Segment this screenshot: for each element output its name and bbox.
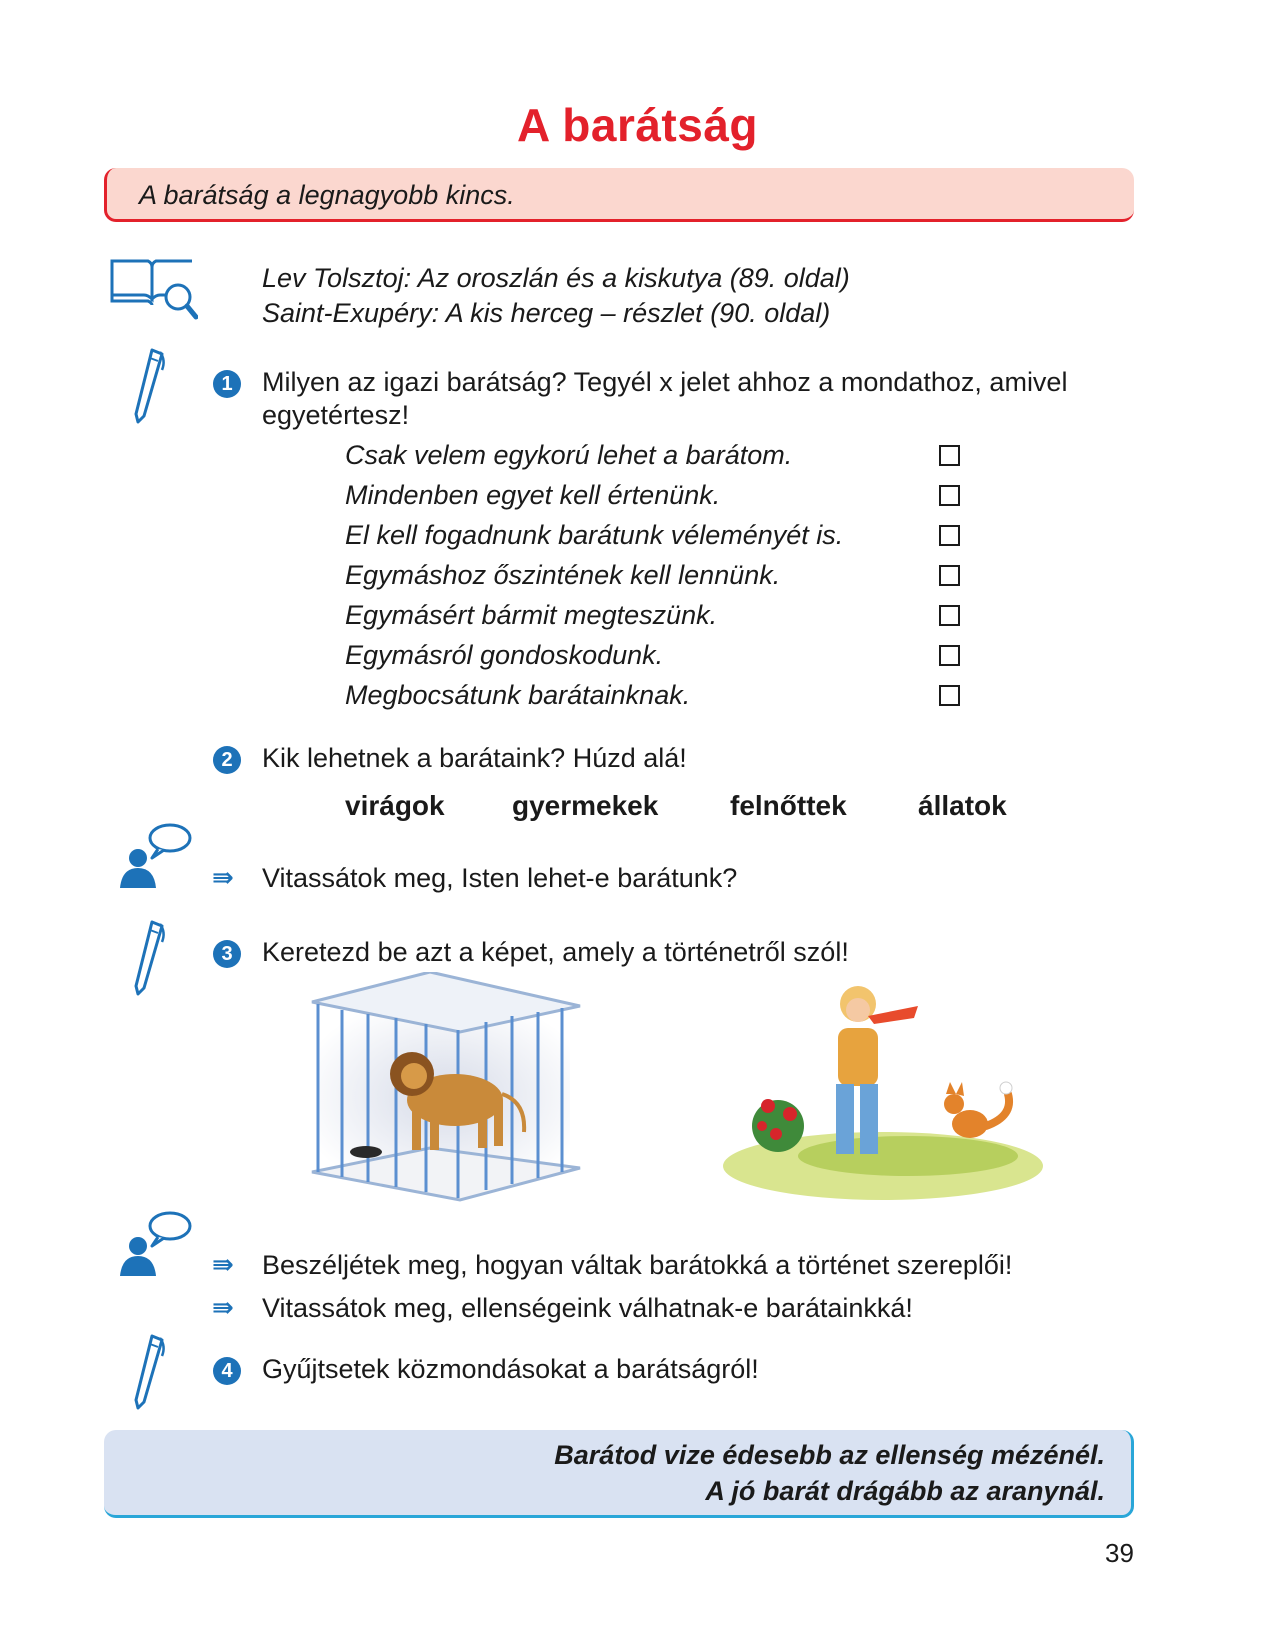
motto-text: A barátság a legnagyobb kincs. — [139, 180, 515, 210]
reading-1: Lev Tolsztoj: Az oroszlán és a kiskutya (89. oldal) — [262, 263, 850, 293]
discussion-icon — [118, 822, 194, 888]
task-number-4: 4 — [213, 1357, 241, 1385]
arrow-icon: ⇛ — [212, 1249, 234, 1279]
checkbox[interactable] — [939, 645, 960, 666]
page-title: A barátság — [516, 99, 759, 151]
word-option[interactable]: gyermekek — [512, 790, 659, 821]
statement: Mindenben egyet kell értenünk. — [345, 480, 721, 510]
reading-2: Saint-Exupéry: A kis herceg – részlet (90. oldal) — [262, 298, 831, 328]
proverb-1: Barátod vize édesebb az ellenség mézénél. — [554, 1440, 1105, 1470]
pen-icon — [128, 918, 168, 998]
task4-instruction: Gyűjtsetek közmondásokat a barátságról! — [262, 1354, 759, 1384]
discussion-icon — [118, 1210, 194, 1276]
statement: Csak velem egykorú lehet a barátom. — [345, 440, 793, 470]
discussion-1: Vitassátok meg, Isten lehet-e barátunk? — [262, 863, 738, 893]
arrow-icon: ⇛ — [212, 1292, 234, 1322]
little-prince-picture[interactable] — [718, 976, 1048, 1211]
lion-cage-picture[interactable] — [300, 972, 590, 1217]
discussion-2a: Beszéljétek meg, hogyan váltak barátokká a történet szereplői! — [262, 1250, 1013, 1280]
checkbox[interactable] — [939, 485, 960, 506]
arrow-icon: ⇛ — [212, 862, 234, 892]
task-number-3: 3 — [213, 940, 241, 968]
statement: El kell fogadnunk barátunk véleményét is. — [345, 520, 844, 550]
task2-instruction: Kik lehetnek a barátaink? Húzd alá! — [262, 743, 687, 773]
statement: Egymásról gondoskodunk. — [345, 640, 664, 670]
pen-icon — [128, 346, 168, 426]
statement: Egymásért bármit megteszünk. — [345, 600, 718, 630]
statement: Egymáshoz őszintének kell lennünk. — [345, 560, 781, 590]
task1-instruction-line2: egyetértesz! — [262, 400, 410, 430]
checkbox[interactable] — [939, 445, 960, 466]
pen-icon — [128, 1332, 168, 1412]
statement: Megbocsátunk barátainknak. — [345, 680, 691, 710]
task1-instruction-line1: Milyen az igazi barátság? Tegyél x jelet ahhoz a mondathoz, amivel — [262, 367, 1068, 397]
task3-instruction: Keretezd be azt a képet, amely a történetről szól! — [262, 937, 849, 967]
word-option[interactable]: virágok — [345, 790, 445, 821]
task-number-1: 1 — [213, 370, 241, 398]
task-number-2: 2 — [213, 746, 241, 774]
page-number: 39 — [1105, 1538, 1134, 1568]
checkbox[interactable] — [939, 685, 960, 706]
discussion-2b: Vitassátok meg, ellenségeink válhatnak-e barátainkká! — [262, 1293, 913, 1323]
word-option[interactable]: állatok — [918, 790, 1007, 821]
word-option[interactable]: felnőttek — [730, 790, 847, 821]
checkbox[interactable] — [939, 525, 960, 546]
checkbox[interactable] — [939, 565, 960, 586]
proverb-2: A jó barát drágább az aranynál. — [705, 1476, 1105, 1506]
checkbox[interactable] — [939, 605, 960, 626]
book-magnifier-icon — [108, 255, 198, 325]
